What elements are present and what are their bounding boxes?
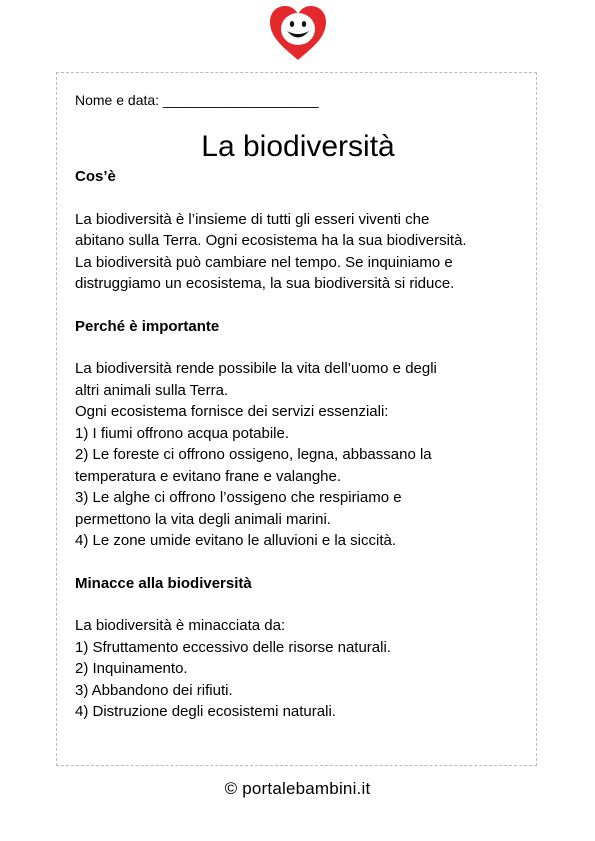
list-item: temperatura e evitano frane e valanghe.	[75, 467, 342, 485]
list-item: 4) Distruzione degli ecosistemi naturali.	[75, 703, 336, 720]
section-heading-minacce: Minacce alla biodiversità	[75, 574, 252, 592]
section-body-minacce	[75, 615, 535, 723]
worksheet-content	[75, 90, 535, 723]
text-line: distruggiamo un ecosistema, la sua biodiversità si riduce.	[75, 275, 455, 292]
text-line: altri animali sulla Terra.	[75, 381, 229, 399]
section-body-importante	[75, 358, 535, 552]
text-line: Ogni ecosistema fornisce dei servizi essenziali:	[75, 403, 389, 420]
list-item: 2) Inquinamento.	[75, 660, 188, 677]
page-title: La biodiversità	[201, 130, 395, 163]
list-item: 4) Le zone umide evitano le alluvioni e la siccità.	[75, 532, 397, 549]
list-item: 1) Sfruttamento eccessivo delle risorse naturali.	[75, 638, 391, 656]
list-item: permettono la vita degli animali marini.	[75, 510, 331, 528]
text-line: abitano sulla Terra. Ogni ecosistema ha la sua biodiversità.	[75, 232, 467, 249]
list-item: 3) Le alghe ci offrono l’ossigeno che respiriamo e	[75, 489, 402, 506]
text-line: La biodiversità rende possibile la vita dell’uomo e degli	[75, 360, 437, 377]
text-line: La biodiversità è minacciata da:	[75, 617, 286, 634]
face-shape	[281, 13, 315, 45]
section-heading-cose: Cos’è	[75, 168, 116, 185]
list-item: 2) Le foreste ci offrono ossigeno, legna, abbassano la	[75, 446, 432, 463]
list-item: 1) I fiumi offrono acqua potabile.	[75, 424, 290, 442]
text-line: La biodiversità può cambiare nel tempo. Se inquiniamo e	[75, 253, 453, 271]
text-line: La biodiversità è l’insieme di tutti gli esseri viventi che	[75, 210, 430, 228]
section-heading-importante: Perché è importante	[75, 317, 220, 335]
name-date-line: Nome e data: ____________________	[75, 92, 319, 108]
section-body-cose	[75, 209, 535, 295]
footer-copyright: © portalebambini.it	[224, 779, 371, 798]
smiling-heart-icon	[267, 4, 329, 62]
list-item: 3) Abbandono dei rifiuti.	[75, 681, 233, 699]
